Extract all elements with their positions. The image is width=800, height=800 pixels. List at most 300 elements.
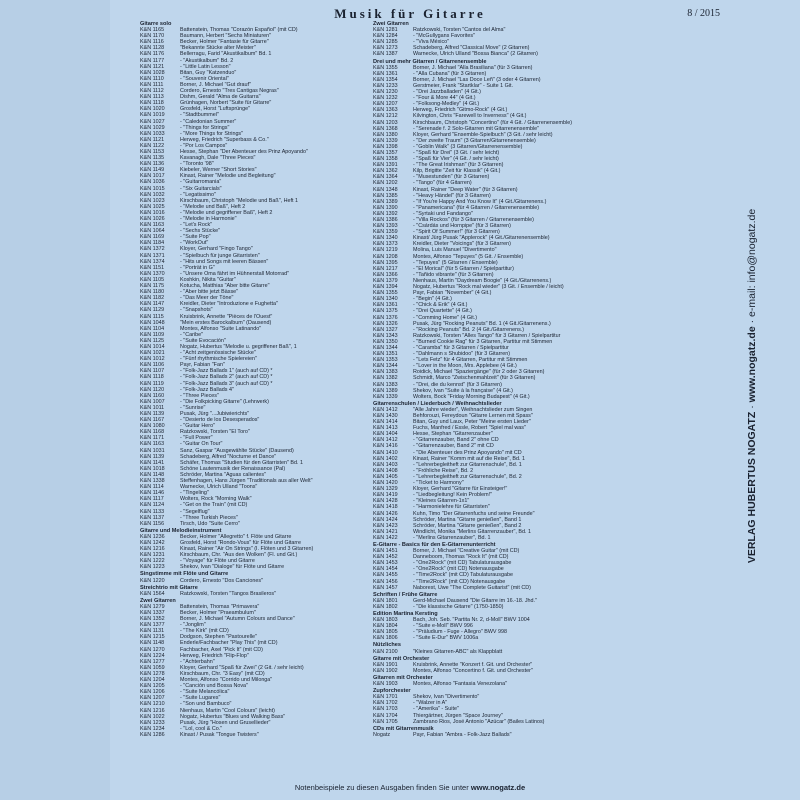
entry-title: - "Folk-Jazz Ballads 2" (auch auf CD) * [180,374,273,381]
catalog-number: K&N 1169 [140,234,165,241]
catalog-entry [373,585,683,591]
catalog-number: K&N 1362 [373,168,398,175]
entry-title: - "Lets Fetz" für 4 Gitarren, Partitur mit Stimmen [413,357,528,364]
catalog-number: K&N 1344 [373,344,398,351]
entry-title: Nienhaus, Martin "Daydream Boogie" (4 Git./Gitarrenens.) [413,277,552,284]
section-heading: Gitarrenschulen / Liederbuch / Weihnachtslieder [373,400,502,407]
entry-title: - "El Morical" (für 5 Gitarren / Spielpartitur) [413,265,514,272]
catalog-number: K&N 1387 [373,51,398,58]
catalog-number: K&N 1339 [373,393,398,400]
catalog-number: K&N 1203 [373,119,398,126]
entry-title: Herweg, Friedrich "Flip-Flop" [180,652,249,659]
entry-title: Becker, Holmer "Praeambulum" [180,610,256,616]
catalog-number: K&N 1803 [373,617,398,624]
catalog-number: K&N 1015 [140,185,165,192]
catalog-number: K&N 1202 [373,180,398,187]
entry-title: Cordero, Ernesto "Tres Cantigas Negras" [180,88,279,95]
entry-title: - "Heavy Händel" (für 3 Gitarren) [413,192,491,199]
publisher-sidebar-text [746,66,758,706]
entry-title: Zambrano Rios, José Antonio "Azúcar" (Bailes Latinos) [413,718,545,725]
entry-title: Battenstein, Thomas "Primavera" [180,603,260,610]
entry-title: - "Folksong-Medley" (4 Git.) [413,101,480,108]
sidebar-separator: · [746,402,758,409]
entry-title: Kloyer, Gerhard "Ensemble-Spielbuch" (3 Git. / sehr leicht) [413,131,553,138]
catalog-number: K&N 1377 [140,622,165,629]
entry-title: Becker, Holmer "Allegretto" f. Flöte und Gitarre [180,533,292,540]
catalog-number: K&N 1205 [140,683,165,690]
catalog-number: K&N 1018 [140,465,165,472]
entry-title: - "Porträt in G" [180,264,215,271]
entry-title: - "Lehrerbegleitheft zur Gitarrenschule", Bd. 2 [413,473,522,480]
catalog-number: K&N 1403 [373,461,398,468]
entry-title: Nienhaus, Martin "Cool Colours" (leicht) [180,707,275,714]
entry-title: Shekov, Ivan "Suite à la française" (4 Git.) [413,387,513,394]
entry-title: - "WorkOut" [180,240,209,247]
entry-title: - "Fröhliche Reise", Bd. 2 [413,467,474,474]
catalog-number: K&N 1110 [140,75,164,82]
entry-title: - "Tepuyes" (5 Gitarren / Ensemble) [413,259,498,266]
entry-title: - "Merlins Gitarrenzauber", Bd. 1 [413,534,491,541]
catalog-number: K&N 1901 [373,661,398,668]
entry-title: Schröder, Martina "Gitarre genießen", Band 1 [413,516,522,523]
entry-title: Steffenhagen, Hans Jürgen "Traditionals aus aller Welt" [180,478,313,485]
entry-title: - "Lol, cool & Co." [180,725,223,732]
entry-title: Herweg, Friedrich "Gitmo-Rock" (4 Git.) [413,107,508,114]
entry-title: - "Serenade f. 2 Solo-Gitarren mit Gitarrenensemble" [413,125,540,132]
entry-title: - "Gitarrenzauber, Band 2" ohne CD [413,437,499,444]
catalog-number: K&N 1027 [140,118,165,125]
entry-title: - "Syrtaki und Fandango" [413,210,473,217]
catalog-number: K&N 1405 [373,473,398,480]
entry-title: - "Musestunden" (für 3 Gitarren) [413,174,490,181]
entry-title: Schmidt, Marco "Zwischenmahlzeit" (für 3 Gitarren) [413,375,536,382]
entry-title: Grünhagen, Norbert "Suite für Gitarre" [180,100,272,107]
catalog-number: K&N 1129 [140,307,165,314]
entry-title: Bellerragu, Farid "Akustikalbum" Bd. 1 [180,51,272,58]
entry-title: Tirsch, Udo "Suite Cerro" [180,520,240,527]
entry-title: Ratzkowski, Torsten "El Toro" [180,429,250,436]
entry-title: Kloyer, Gerhard "Gitarre für Einsteiger!" [413,486,508,493]
publisher-sidebar [742,60,762,720]
catalog-number: K&N 1242 [140,539,165,546]
catalog-number: K&N 1232 [373,95,398,102]
entry-title: - "Viva México" [413,39,450,46]
entry-title: - "Suite Lugares" [180,695,221,702]
entry-title: - "Ticket to Harmony" [413,480,464,487]
catalog-number: K&N 1233 [140,719,165,726]
entry-title: Borner, J. Michael "Autumn Colours and Dance" [180,616,295,623]
catalog-number: K&N 1354 [373,76,398,83]
entry-title: Kinast/ Jürg Pusak "Applerock" (4 Git./Gitarrenensemble) [413,235,550,242]
catalog-number: K&N 1421 [373,528,398,535]
entry-title: Kirschbaum, Chr. "3 Easy" (mit CD) [180,670,265,677]
catalog-number: K&N 1351 [373,351,398,358]
entry-title: - "Spirit Of Summer!" (für 3 Gitarren) [413,229,500,236]
entry-title: - "Desierto de los Desesperados" [180,417,260,424]
entry-title: Cordero, Ernesto "Dos Canciones" [180,577,263,584]
entry-title: Becker, Holmer "Fantasie für Gitarre" [180,39,269,46]
entry-title: - "Burned Cookie Rag" für 3 Gitarren, Partitur mit Stimmen [413,338,553,345]
catalog-number: K&N 1348 [373,186,398,193]
catalog-number: K&N 1118 [140,100,164,107]
entry-title: - "Comming Home" (4 Git.) [413,314,478,321]
entry-title: Danneboom, Thomas "Rock It" (mit CD) [413,554,509,561]
catalog-number: K&N 1337 [140,610,165,616]
catalog-number: K&N 1163 [140,222,165,229]
section-heading: Gitarre mit Orchester [373,655,430,662]
catalog-number: K&N 1361 [373,70,398,77]
entry-title: Kirschbaum, Christoph "Melodie und Baß", Heft 1 [180,197,298,204]
catalog-number: K&N 1236 [140,533,165,540]
catalog-number: K&N 1279 [140,603,165,610]
entry-title: Schadeberg, Alfred "Classical Move" (2 Gitarren) [413,45,530,52]
entry-title: - "Get on the Train" (mit CD) [180,502,248,509]
entry-title: Dodgson, Stephen "Pastourelle" [180,634,257,641]
catalog-number: K&N 1361 [373,302,398,309]
catalog-number: K&N 1456 [373,578,398,585]
catalog-number: K&N 1147 [140,301,165,308]
entry-title: - "Suite Melancólica" [180,689,230,696]
entry-title: Nogatz, Hubertus "Melodie u. gegriffener Baß", 1 [180,343,297,350]
entry-title: - "Tango" (für 4 Gitarren) [413,180,472,187]
catalog-entry [373,668,683,674]
entry-title: Grosfeld, Horst "Luftsprünge" [180,106,251,113]
entry-title: Montes, Alfonso "Corrido und Milonga" [180,677,273,684]
catalog-number: K&N 1281 [373,27,398,34]
entry-title: Warnecke, Ulrich Ulland "Bossa Bianca" (2 Gitarren) [413,51,538,58]
entry-title: Kinast, Rainer "Melodie und Begleitung" [180,173,276,180]
catalog-number: K&N 1124 [140,502,165,509]
catalog-number: K&N 1382 [373,375,398,382]
catalog-number: K&N 1028 [140,69,165,76]
entry-title: - "Goblin Walk" (3 Gitarren/Gitarrenensemble) [413,143,523,150]
catalog-number: K&N 1233 [373,82,398,89]
publisher-web[interactable]: www.nogatz.de [746,326,758,403]
catalog-number: K&N 1216 [140,707,165,714]
entry-title: - "Snapshots" [180,307,213,314]
catalog-number: K&N 1117 [140,496,164,503]
catalog-entry [373,635,683,641]
catalog-number: K&N 1277 [140,658,165,665]
catalog-number: K&N 1176 [140,51,165,58]
section-heading: Gitarre solo [140,21,172,27]
catalog-number: K&N 2100 [373,648,398,655]
entry-title: - "Folk-Jazz Ballads 3" (auch auf CD) * [180,380,273,387]
entry-title: Wolters, Rock "Morning Walk" [180,496,252,503]
entry-title: Bitan, Guy und Laux, Peter "Meine ersten Lieder" [413,419,531,426]
entry-title: - "Segelflug" [180,508,210,515]
catalog-number: K&N 1364 [373,174,398,181]
catalog-entry [140,564,370,570]
catalog-number: K&N 1278 [140,670,165,677]
entry-title: "Mein erstes Barockalbum" (Dausend) [180,319,272,326]
catalog-number: K&N 1160 [140,392,165,399]
catalog-number: K&N 1231 [140,552,165,559]
entry-title: - "Melodie in Harmonie" [180,216,237,222]
catalog-number: K&N 1064 [140,228,165,235]
entry-title: Koshkin, Nikita "Guitar" [180,276,236,283]
catalog-number: K&N 1204 [140,677,165,684]
catalog-number: K&N 1391 [373,162,398,169]
catalog-column-left [140,20,370,780]
catalog-number: K&N 1344 [373,363,398,370]
catalog-entry [373,394,683,400]
publisher-name: VERLAG HUBERTUS NOGATZ [746,411,758,564]
entry-title: Nogatz, Hubertus "Rock mal wieder" (3 Git. / Ensemble / leicht) [413,284,564,291]
catalog-number: K&N 1395 [373,259,398,266]
catalog-number: K&N 1383 [373,381,398,388]
entry-title: - "Präludium - Fuge - Allegro" BWV 998 [413,629,508,636]
entry-title: Kilvington, Chris "Farewell to Inverness" (4 Git.) [413,113,527,120]
entry-title: - "Hits und Songs mit leeren Bässen" [180,258,269,265]
catalog-entry [140,521,370,527]
catalog-number: K&N 1428 [373,498,398,505]
catalog-number: K&N 1048 [140,319,165,326]
catalog-number: K&N 1339 [373,137,398,144]
catalog-number: K&N 1353 [373,357,398,364]
catalog-number: K&N 1408 [373,467,398,474]
catalog-number: K&N 1170 [140,33,165,40]
catalog-number: K&N 1121 [140,136,165,143]
entry-title: Dishm, Gerald "Alma de Guitarra" [180,94,261,101]
entry-title: - "Time2Rock" (mit CD) Tabulaturausgabe [413,572,513,579]
entry-title: Herweg, Friedrich "Superbass & Co." [180,136,269,143]
catalog-entry [373,681,683,687]
entry-title: - "Spaß für Drei" (3 Git. / sehr leicht) [413,149,500,156]
entry-title: - "Sunrise" [180,404,206,411]
catalog-number: K&N 1564 [140,590,165,597]
catalog-number: K&N 1146 [140,490,165,497]
catalog-entry [373,649,683,655]
catalog-number: K&N 1217 [373,265,398,272]
catalog-number: K&N 1059 [140,664,165,671]
catalog-number: K&N 1355 [373,64,398,71]
entry-title: Montes, Alfonso "Suite Latinando" [180,325,262,332]
entry-title: - "Alla Cubana" (für 3 Gitarren) [413,70,487,77]
catalog-number: K&N 1424 [373,516,398,523]
issue-date: 8 / 2015 [687,8,720,19]
entry-title: - "Die Folkpicking Gitarre" (Lehrwerk) [180,398,269,405]
catalog-number: K&N 1021 [140,350,165,357]
catalog-number: K&N 1156 [140,520,165,527]
section-heading: Gitarre und Melodieinstrument [140,527,222,534]
entry-title: Kreidler, Dieter "Voicings" (für 3 Gitarren) [413,241,511,248]
entry-title: - "Three Turkish Pieces" [180,514,238,521]
entry-title: Kinast, Rainer "Komm mit auf die Reise", Bd. 1 [413,455,525,462]
entry-title: "Kleines Gitarren-ABC" als Klappblatt [413,648,503,655]
catalog-number: K&N 1286 [140,731,165,738]
catalog-number: K&N 1389 [373,387,398,394]
entry-title: Pusak, Jürg "...Jubiwierichts" [180,411,250,417]
catalog-number: K&N 1184 [140,240,165,247]
catalog-number: K&N 1031 [140,447,165,454]
catalog-number: K&N 1704 [373,712,398,719]
catalog-number: K&N 1105 [140,276,165,283]
catalog-number: K&N 1163 [140,441,165,448]
catalog-number: K&N 1012 [140,356,165,363]
catalog-number: K&N 1220 [140,577,165,584]
entry-title: - "Walzer in A" [413,700,448,707]
catalog-number: K&N 1165 [140,27,165,34]
entry-title: Kavanagh, Dale "Three Pieces" [180,155,256,162]
catalog-number: K&N 1111 [140,81,164,88]
catalog-number: K&N 1451 [373,548,398,555]
entry-title: Montes, Alfonso "Concertino f. Git. und Orchester" [413,667,533,674]
catalog-entry [373,535,683,541]
catalog-entry [373,719,683,725]
sidebar-separator: · [746,316,758,324]
catalog-number: K&N 1705 [373,718,398,725]
entry-title: - "Stadtbummel" [180,112,219,119]
entry-title: Behforouzi, Fereydoun "Gitarre Lernen mit Spass" [413,413,533,419]
entry-title: - "Melodie und Baß", Heft 2 [180,203,246,210]
catalog-number: K&N 1358 [373,156,398,163]
catalog-number: K&N 1026 [140,216,165,222]
catalog-number: K&N 1410 [373,449,398,456]
entry-title: - "Liedbegleitung! Kein Problem!" [413,492,493,499]
entry-title: - "Sechs Stücke" [180,228,221,235]
entry-title: - "Guitar On Tour" [180,441,223,448]
section-heading: Drei und mehr Gitarren / Gitarrenensemble [373,58,487,65]
catalog-number: K&N 1355 [373,290,398,297]
catalog-number: K&N 1033 [140,130,165,137]
catalog-number: K&N 1036 [140,179,165,186]
catalog-number: K&N 1374 [140,258,165,265]
catalog-number: K&N 1135 [140,155,165,162]
section-heading: Streichtrio mit Gitarre [140,584,198,591]
catalog-column-right [373,20,683,780]
catalog-number: K&N 1420 [373,480,398,487]
entry-title: Gerstmeier, Frank "Startklar" - Suite 1 Git. [413,82,513,89]
entry-title: Schöne Lautenmusik der Renaissance (Pal) [180,465,286,472]
catalog-number: K&N 1340 [373,235,398,242]
catalog-number: K&N 1373 [373,241,398,248]
section-heading: Zupforchester [373,688,411,695]
catalog-number: K&N 1404 [373,431,398,438]
catalog-number: K&N 1122 [140,142,165,149]
entry-title: - "Six Guitarcials" [180,185,222,192]
entry-title: - "Son und Bambuco" [180,701,232,708]
entry-title: - "Rocking Peanuts" Bd. 2 (4 Git./Gitarrenens.) [413,326,525,333]
catalog-number: K&N 1020 [140,106,165,113]
catalog-number: K&N 1216 [140,546,165,553]
entry-title: - "Aber bitte jetzt Bässe" [180,289,239,296]
entry-title: - "Suite E-Dur" BWV 1006a [413,635,479,642]
catalog-number: K&N 1215 [140,634,165,641]
entry-title: Schröder, Martina "Aguas calientes" [180,471,266,478]
entry-title: - "Suite Evocación" [180,337,226,344]
catalog-number: K&N 1366 [373,271,398,278]
catalog-number: K&N 1080 [140,423,165,430]
catalog-number: K&N 1168 [140,429,165,436]
catalog-number: K&N 1363 [373,107,398,114]
entry-title: - "Der zweite Traum" (3 Gitarren/Gitarrenensemble) [413,137,536,144]
section-heading: Zwei Gitarren [140,597,176,604]
entry-title: - "Suite Pop" [180,234,211,241]
entry-title: - "More Things for Strings" [180,130,244,137]
section-heading: E-Gitarre - Basics für den E-Gitarrenunterricht [373,541,496,548]
catalog-number: K&N 1702 [373,700,398,707]
entry-title: - "Chick & Erik" (4 Git.) [413,302,468,309]
catalog-number: K&N 1136 [140,161,165,168]
entry-title: Bitan, Guy "Katzenduo" [180,69,237,76]
catalog-number: K&N 1802 [373,603,398,610]
catalog-number: K&N 1206 [140,689,165,696]
entry-title: - "Drei, die du kennst" (für 3 Gitarren) [413,381,502,388]
entry-title: Thiergärtner, Jürgen "Space Journey" [413,712,503,719]
catalog-number: K&N 1350 [373,338,398,345]
entry-title: Gerd-Michael Dausend "Die Gitarre im 16.-18. Jhd." [413,597,537,604]
catalog-number: K&N 1394 [373,284,398,291]
catalog-number: K&N 1380 [373,131,398,138]
catalog-number: Nogatz [373,731,391,738]
catalog-number: K&N 1398 [373,143,398,150]
entry-title: Borner, J. Michael "Alla Brasiliana" (für 3 Gitarren) [413,64,533,71]
catalog-number: K&N 1372 [140,246,165,253]
catalog-number: K&N 1338 [140,478,165,485]
catalog-number: K&N 1119 [140,380,164,387]
entry-title: - "The Great Irishman" (für 3 Gitarren) [413,162,504,169]
section-heading: Zwei Gitarren [373,21,409,27]
entry-title: Battenstein, Thomas "Corazón Español" (mit CD) [180,27,298,34]
catalog-entry [140,732,370,738]
entry-title: Kinast, Rainer "Deep Water" (für 3 Gitarren) [413,186,518,193]
catalog-number: K&N 1137 [140,514,165,521]
entry-title: - "Guitar Hero" [180,423,215,430]
entry-title: Windlicht, Monika "Merlins Gitarrenzauber", Bd. 1 [413,528,531,535]
entry-title: Molina, Luis Manuel "Divertimento" [413,247,497,254]
entry-title: "Bekannte Stücke alter Meister" [180,45,256,52]
entry-title: - "Tañido vibrante" (für 3 Gitarren) [413,271,494,278]
section-heading: Singstimme mit Flöte und Gitarre [140,571,229,578]
catalog-number: K&N 1340 [373,296,398,303]
catalog-number: K&N 1430 [373,413,398,419]
entry-title: - "Folk-Jazz Ballads 4" [180,386,234,393]
publisher-email[interactable]: e-mail: info@nogatz.de [746,208,758,317]
entry-title: Grosfeld, Horst "Rondo-Vous" für Flöte und Gitarre [180,539,301,546]
entry-title: Hesse, Stephan "Der Abenteuer des Prinz Apoyando" [180,148,308,155]
entry-title: Shekov, Ivan "Dialoge" für Flöte und Gitarre [180,564,285,571]
entry-title: Ratzkowski, Torsten "Cantos del Alma" [413,27,506,34]
catalog-number: K&N 1375 [373,308,398,315]
entry-title: - "Drei Jazzballaden" (4 Git.) [413,89,481,96]
entry-title: Wolters, Bock "Friday Morning Budapest" (4 Git.) [413,393,530,400]
catalog-number: K&N 1423 [373,522,398,529]
catalog-number: K&N 1419 [373,492,398,499]
catalog-title: Musik für Gitarre [334,6,486,21]
entry-title: - "Folk-Jazz Ballads 1" (auch auf CD) * [180,368,273,375]
catalog-number: K&N 1418 [373,504,398,511]
footer-url-link[interactable]: www.nogatz.de [470,783,526,792]
section-heading: Schriften / Frühe Gitarre [373,591,438,598]
section-heading: Gitarren mit Orchester [373,674,433,681]
section-heading: Edition Martina Kersting [373,611,438,617]
catalog-number: K&N 1392 [373,210,398,217]
catalog-number: K&N 1109 [140,331,165,338]
catalog-number: K&N 1151 [140,264,165,271]
catalog-number: K&N 1412 [373,437,398,444]
catalog-number: K&N 1207 [373,101,398,108]
catalog-number: K&N 1270 [140,646,165,653]
entry-title: Kirschbaum, Christoph "Concertino" (für 4 Git. / Gitarrenensemble) [413,119,573,126]
catalog-number: K&N 1224 [140,652,165,659]
entry-title: Borner, J. Michael "Creative Guitar" (mit CD) [413,548,520,555]
catalog-number: K&N 1453 [373,560,398,567]
entry-title: Payr, Fabian "November" (4 Git.) [413,290,492,297]
entry-title: - "Panamericana" (für 4 Gitarren / Gitarrenensemble) [413,204,540,211]
entry-title: - "Lehrerbegleitheft zur Gitarrenschule", Bd. 1 [413,461,522,468]
entry-title: - "Three Pieces" [180,392,219,399]
